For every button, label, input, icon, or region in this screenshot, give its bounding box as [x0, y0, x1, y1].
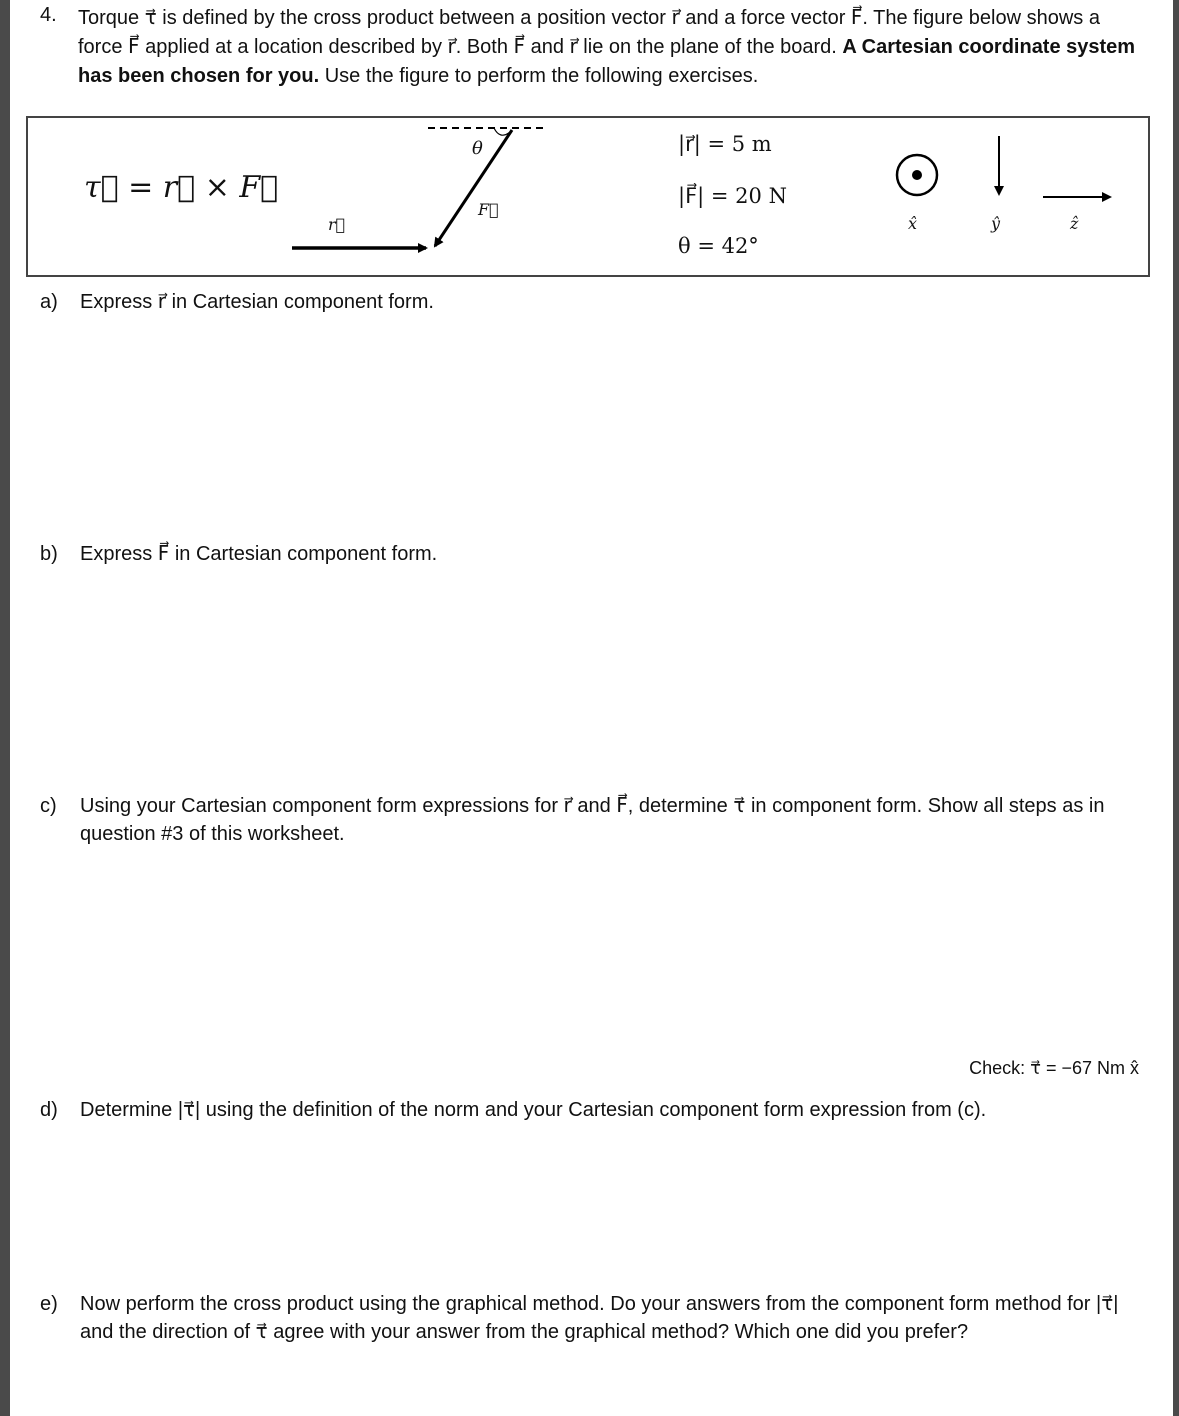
page-edge-right	[1173, 0, 1179, 1416]
f-vector-label: F⃗	[478, 200, 499, 219]
part-a-text: Express r⃗ in Cartesian component form.	[80, 291, 434, 313]
page-edge-left	[0, 0, 10, 1416]
part-c-label: c)	[40, 795, 57, 817]
r-vector-label: r⃗	[328, 215, 346, 234]
r-magnitude: |r⃗| = 5 m	[678, 132, 772, 156]
intro-text: Torque τ⃗ is defined by the cross product between a position vector r⃗ and a force vector F⃗. The figure below shows a force F⃗ applied at a location described by r⃗. Both F⃗ and r⃗ lie on the plane of the board.	[78, 7, 1100, 58]
part-d-label: d)	[40, 1099, 58, 1121]
part-b-text: Express F⃗ in Cartesian component form.	[80, 543, 438, 565]
part-a-label: a)	[40, 291, 58, 313]
f-magnitude: |F⃗| = 20 N	[678, 184, 787, 208]
theta-label: θ	[472, 138, 483, 159]
x-axis-label: x̂	[908, 214, 918, 233]
torque-equation: τ⃗ = r⃗ × F⃗	[84, 170, 279, 205]
figure-box	[26, 116, 1150, 277]
theta-value: θ = 42°	[678, 234, 759, 258]
y-axis-label: ŷ	[991, 214, 1001, 233]
part-e-label: e)	[40, 1293, 58, 1315]
check-answer: Check: τ⃗ = −67 Nm x̂	[969, 1058, 1139, 1078]
intro-bold-text: A Cartesian coordinate system has been chosen for you.	[78, 36, 1136, 87]
part-c-text: Using your Cartesian component form expressions for r⃗ and F⃗, determine τ⃗ in component form. Show all steps as in question #3 of this worksheet.	[80, 795, 1105, 845]
part-b-label: b)	[40, 543, 58, 565]
question-intro	[78, 4, 1138, 91]
part-e-text: Now perform the cross product using the graphical method. Do your answers from the component form method for |τ⃗| and the direction of τ⃗ agree with your answer from the graphical method? Which one did you prefer?	[80, 1293, 1119, 1343]
question-number: 4.	[40, 4, 57, 26]
intro-text-end: Use the figure to perform the following exercises.	[319, 65, 759, 87]
z-axis-label: ẑ	[1070, 214, 1079, 233]
part-d-text: Determine |τ⃗| using the definition of the norm and your Cartesian component form expression from (c).	[80, 1099, 987, 1121]
